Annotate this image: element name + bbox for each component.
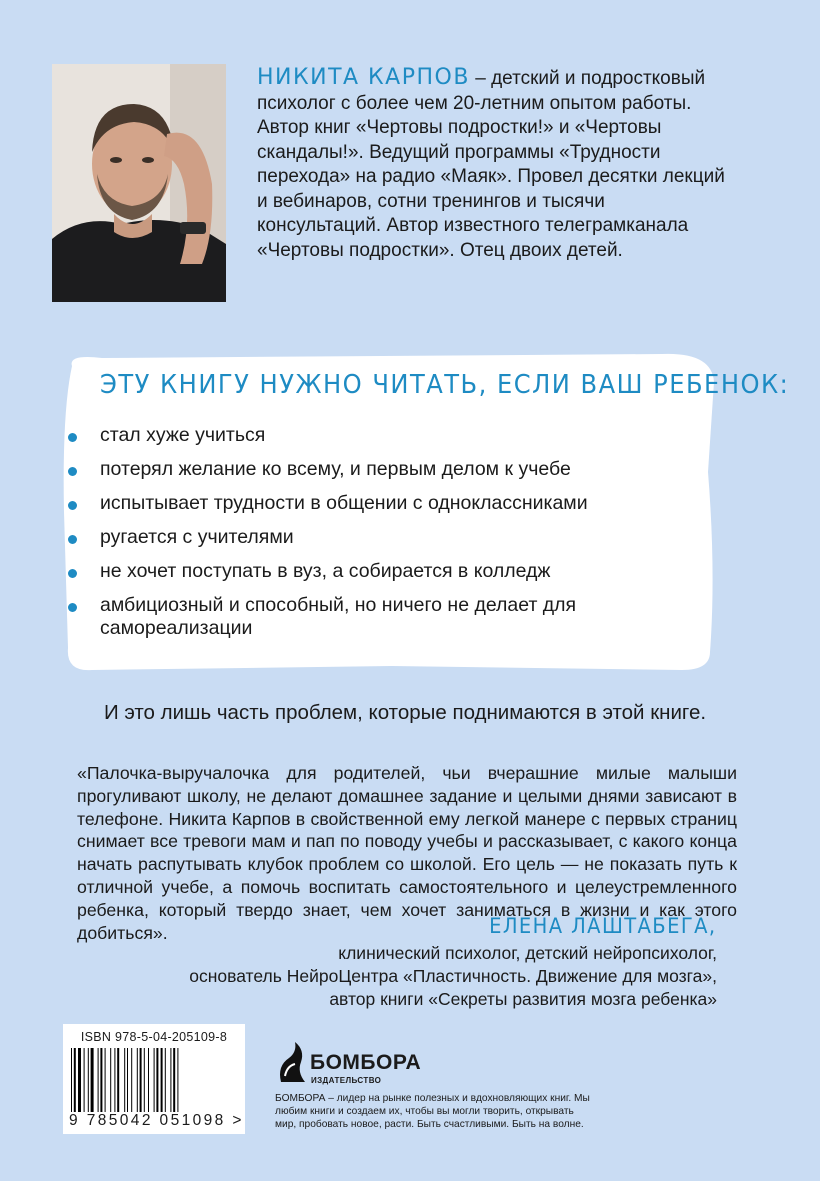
list-item: амбициозный и способный, но ничего не делает для самореализации <box>62 594 620 640</box>
bullet-icon <box>68 433 77 442</box>
barcode <box>63 1024 245 1134</box>
barcode-bars-icon <box>71 1048 237 1112</box>
problems-note: И это лишь часть проблем, которые поднимаются в этой книге. <box>103 701 707 724</box>
bullet-icon <box>68 467 77 476</box>
publisher-subtitle: ИЗДАТЕЛЬСТВО <box>311 1076 382 1085</box>
reasons-box <box>62 352 790 675</box>
reviewer-credit-line: основатель НейроЦентра «Пластичность. Движение для мозга», <box>189 966 717 986</box>
reviewer-name: ЕЛЕНА ЛАШТАБЕГА, <box>488 914 716 938</box>
list-item: не хочет поступать в вуз, а собирается в колледж <box>62 560 660 583</box>
author-name: НИКИТА КАРПОВ <box>257 65 470 90</box>
barcode-digits: 9 785042 051098 > <box>69 1112 244 1129</box>
publisher-tagline: БОМБОРА – лидер на рынке полезных и вдохновляющих книг. Мы любим книги и создаем их, чтобы вы могли творить, открывать мир, пробовать новое, расти. Быть счастливыми. Быть на волне. <box>275 1093 590 1130</box>
bullet-icon <box>68 569 77 578</box>
list-item: потерял желание ко всему, и первым делом к учебе <box>62 458 660 481</box>
reasons-title: ЭТУ КНИГУ НУЖНО ЧИТАТЬ, ЕСЛИ ВАШ РЕБЕНОК: <box>100 370 790 400</box>
isbn-text: ISBN 978-5-04-205109-8 <box>80 1030 228 1044</box>
reviewer-credit-line: клинический психолог, детский нейропсихолог, <box>338 943 717 963</box>
list-item: стал хуже учиться <box>62 424 660 447</box>
list-item: испытывает трудности в общении с одноклассниками <box>62 492 660 515</box>
list-item: ругается с учителями <box>62 526 660 549</box>
reviewer-credits <box>157 942 717 1011</box>
review-quote: «Палочка-выручалочка для родителей, чьи вчерашние милые малыши прогуливают школу, не делают домашнее задание и целыми днями зависают в телефоне. Никита Карпов в свойственной ему легкой манере с первых страниц снимает все тревоги мам и пап по поводу учебы и рассказывает, с какого конца начать распутывать клубок проблем со школой. Его цель — не показать путь к отличной учебе, а помочь воспитать самостоятельного и целеустремленного ребенка, который твердо знает, чем хочет заниматься в жизни и как этого добиться». <box>77 763 737 943</box>
bullet-icon <box>68 501 77 510</box>
bullet-icon <box>68 535 77 544</box>
publisher-wave-logo-icon <box>275 1036 309 1086</box>
author-bio <box>257 66 727 263</box>
author-bio-text: – детский и подростковый психолог с более чем 20-летним опытом работы. Автор книг «Чертовы подростки!» и «Чертовы скандалы!». Ведущий программы «Трудности перехода» на радио «Маяк». Провел десятки лекций и вебинаров, сотни тренингов и тысячи консультаций. Автор известного телеграмканала «Чертовы подростки». Отец двоих детей. <box>257 68 725 261</box>
author-photo <box>52 64 226 302</box>
publisher-name: БОМБОРА <box>310 1051 422 1074</box>
reasons-list <box>62 424 716 651</box>
reviewer-credit-line: автор книги «Секреты развития мозга ребенка» <box>329 989 717 1009</box>
bullet-icon <box>68 603 77 612</box>
